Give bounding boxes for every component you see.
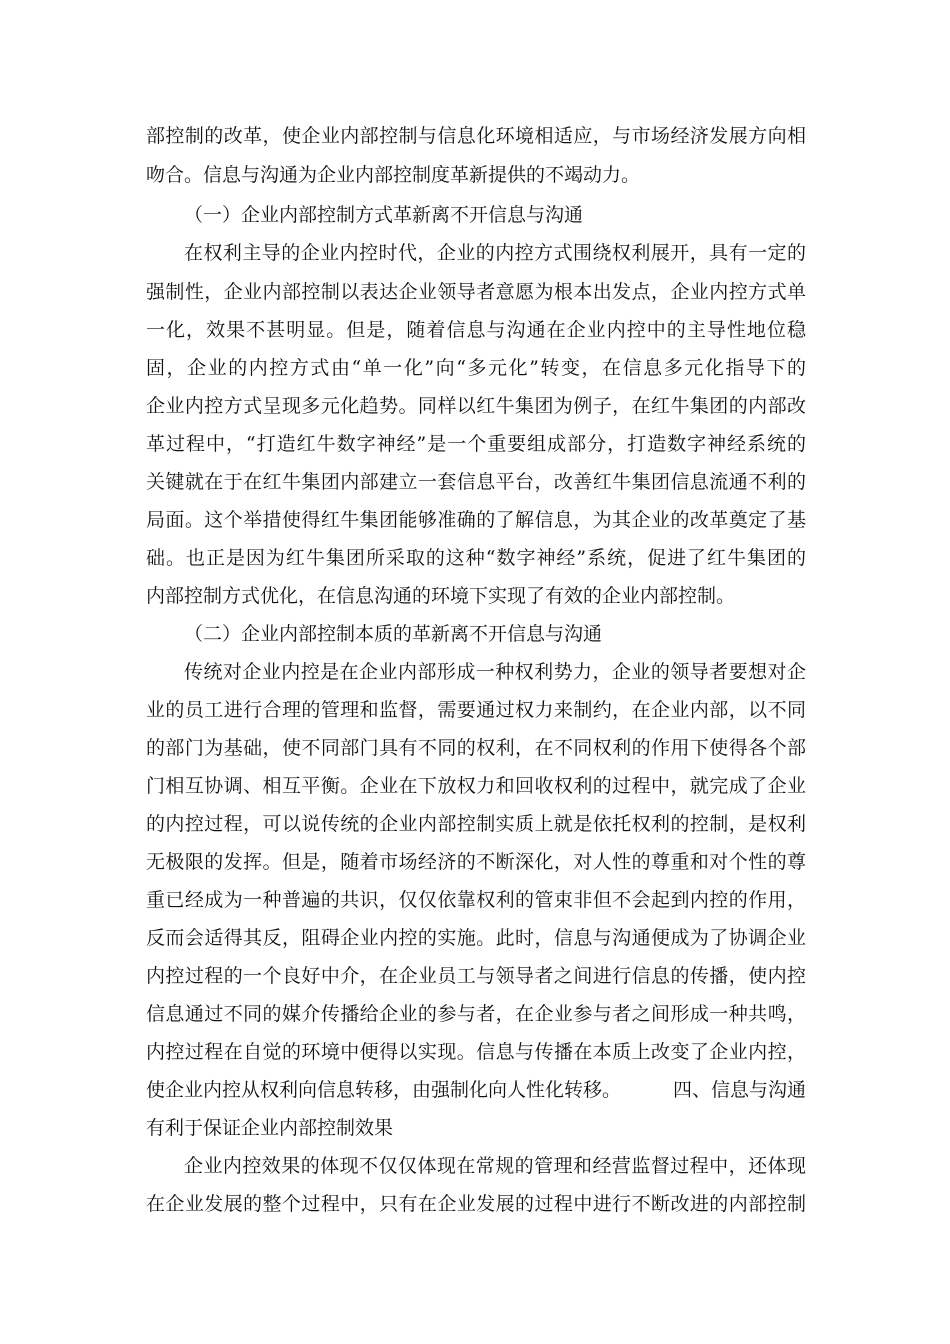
text-line-19: 的内控过程，可以说传统的企业内部控制实质上就是依托权利的控制，是权利 (146, 813, 806, 835)
text-line-7: 固，企业的内控方式由“单一化”向“多元化”转变，在信息多元化指导下的 (146, 357, 806, 379)
text-line-26 (146, 1078, 806, 1102)
text-line-4: 在权利主导的企业内控时代，企业的内控方式围绕权利展开，具有一定的 (184, 242, 806, 264)
text-line-16: 业的员工进行合理的管理和监督，需要通过权力来制约，在企业内部，以不同 (146, 699, 806, 721)
text-line-22: 反而会适得其反，阻碍企业内控的实施。此时，信息与沟通便成为了协调企业 (146, 927, 806, 949)
section-heading-4-end: 有利于保证企业内部控制效果 (146, 1117, 394, 1139)
section-heading-2: （二）企业内部控制本质的革新离不开信息与沟通 (184, 623, 603, 645)
text-line-20: 无极限的发挥。但是，随着市场经济的不断深化，对人性的尊重和对个性的尊 (146, 851, 806, 873)
text-line-18: 门相互协调、相互平衡。企业在下放权力和回收权利的过程中，就完成了企业 (146, 775, 806, 797)
text-line-24: 信息通过不同的媒介传播给企业的参与者，在企业参与者之间形成一种共鸣， (146, 1003, 806, 1025)
text-line-26-body: 使企业内控从权利向信息转移，由强制化向人性化转移。 (146, 1079, 622, 1101)
section-heading-4-start: 四、信息与沟通 (672, 1079, 806, 1101)
text-line-25: 内控过程在自觉的环境中便得以实现。信息与传播在本质上改变了企业内控， (146, 1041, 806, 1063)
text-line-11: 局面。这个举措使得红牛集团能够准确的了解信息，为其企业的改革奠定了基 (146, 509, 806, 531)
text-line-5: 强制性，企业内部控制以表达企业领导者意愿为根本出发点，企业内控方式单 (146, 281, 806, 303)
text-line-23: 内控过程的一个良好中介，在企业员工与领导者之间进行信息的传播，使内控 (146, 965, 806, 987)
text-line-8: 企业内控方式呈现多元化趋势。同样以红牛集团为例子，在红牛集团的内部改 (146, 395, 806, 417)
text-line-17: 的部门为基础，使不同部门具有不同的权利，在不同权利的作用下使得各个部 (146, 737, 806, 759)
text-line-12: 础。也正是因为红牛集团所采取的这种“数字神经”系统，促进了红牛集团的 (146, 547, 806, 569)
text-line-21: 重已经成为一种普遍的共识，仅仅依靠权利的管束非但不会起到内控的作用， (146, 889, 806, 911)
text-line-28: 企业内控效果的体现不仅仅体现在常规的管理和经营监督过程中，还体现 (184, 1155, 806, 1177)
text-line-2: 吻合。信息与沟通为企业内部控制度革新提供的不竭动力。 (146, 164, 641, 186)
text-line-10: 关键就在于在红牛集团内部建立一套信息平台，改善红牛集团信息流通不利的 (146, 471, 806, 493)
text-line-15: 传统对企业内控是在企业内部形成一种权利势力，企业的领导者要想对企 (184, 661, 806, 683)
text-line-9: 革过程中，“打造红牛数字神经”是一个重要组成部分，打造数字神经系统的 (146, 433, 806, 455)
text-line-29: 在企业发展的整个过程中，只有在企业发展的过程中进行不断改进的内部控制 (146, 1193, 806, 1215)
section-heading-1: （一）企业内部控制方式革新离不开信息与沟通 (184, 204, 584, 226)
text-line-13: 内部控制方式优化，在信息沟通的环境下实现了有效的企业内部控制。 (146, 585, 736, 607)
text-line-1: 部控制的改革，使企业内部控制与信息化环境相适应，与市场经济发展方向相 (146, 125, 806, 147)
text-line-6: 一化，效果不甚明显。但是，随着信息与沟通在企业内控中的主导性地位稳 (146, 319, 806, 341)
